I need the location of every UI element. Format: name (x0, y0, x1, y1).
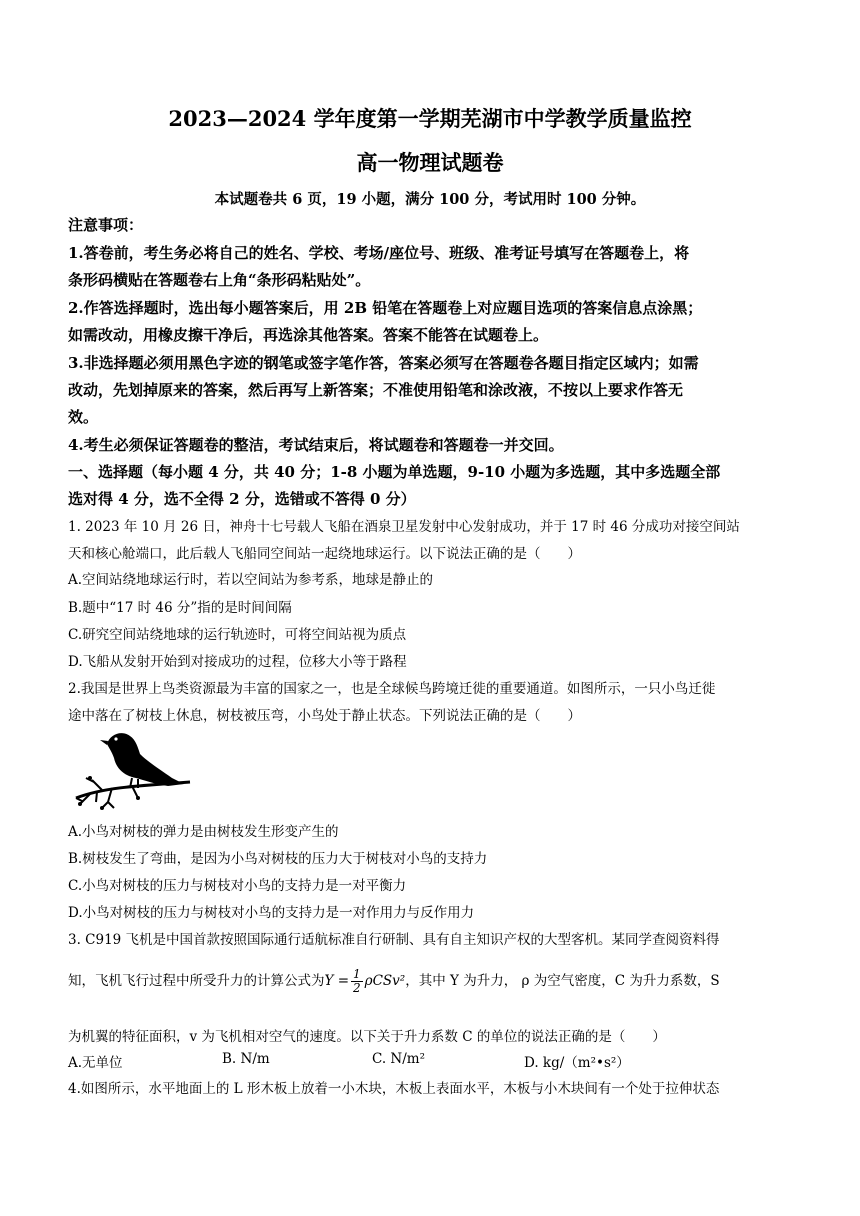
q2-stem-line2: 途中落在了树枝上休息，树枝被压弯，小鸟处于静止状态。下列说法正确的是（ ） (68, 708, 581, 724)
note-1a: 1.答卷前，考生务必将自己的姓名、学校、考场/座位号、班级、准考证号填写在答题卷上，将 (68, 244, 690, 262)
note-3c: 效。 (68, 408, 99, 426)
section1-heading-line2: 选对得 4 分，选不全得 2 分，选错或不答得 0 分） (68, 490, 416, 508)
note-1b: 条形码横贴在答题卷右上角“条形码粘贴处”。 (68, 271, 371, 289)
formula-fraction (351, 968, 363, 995)
note-3a: 3.非选择题必须用黑色字迹的钢笔或签字笔作答，答案必须写在答题卷各题目指定区域内；如需 (68, 354, 699, 372)
q1-option-d: D.飞船从发射开始到对接成功的过程，位移大小等于路程 (68, 654, 407, 670)
q3-stem-line2-post: ，其中 Y 为升力， ρ 为空气密度，C 为升力系数，S (405, 973, 720, 989)
note-2a: 2.作答选择题时，选出每小题答案后，用 2B 铅笔在答题卷上对应题目选项的答案信息点涂黑； (68, 299, 703, 317)
note-2b: 如需改动，用橡皮擦干净后，再选涂其他答案。答案不能答在试题卷上。 (68, 326, 549, 344)
formula-lhs: Y = (324, 973, 350, 989)
exam-info: 本试题卷共 6 页，19 小题，满分 100 分，考试用时 100 分钟。 (214, 191, 646, 208)
q3-option-b: B. N/m (222, 1051, 270, 1067)
q2-stem-line1: 2.我国是世界上鸟类资源最为丰富的国家之一，也是全球候鸟跨境迁徙的重要通道。如图所示，一只小鸟迁徙 (68, 681, 716, 697)
q4-stem-line1: 4.如图所示，水平地面上的 L 形木板上放着一小木块，木板上表面水平，木板与小木块间有一个处于拉伸状态 (68, 1081, 720, 1097)
exam-subtitle: 高一物理试题卷 (356, 150, 504, 175)
note-3b: 改动，先划掉原来的答案，然后再写上新答案；不准使用铅笔和涂改液，不按以上要求作答无 (68, 381, 684, 399)
formula-rhs: ρCSv² (364, 973, 406, 989)
q3-stem-line2 (68, 966, 720, 996)
q3-option-c: C. N/m² (372, 1051, 426, 1067)
q2-option-d: D.小鸟对树枝的压力与树枝对小鸟的支持力是一对作用力与反作用力 (68, 905, 475, 921)
q1-option-b: B.题中“17 时 46 分”指的是时间间隔 (68, 600, 292, 616)
q1-option-c: C.研究空间站绕地球的运行轨迹时，可将空间站视为质点 (68, 627, 407, 643)
q2-option-b: B.树枝发生了弯曲，是因为小鸟对树枝的压力大于树枝对小鸟的支持力 (68, 851, 488, 867)
fraction-numerator: 1 (353, 967, 361, 981)
note-4: 4.考生必须保证答题卷的整洁，考试结束后，将试题卷和答题卷一并交回。 (68, 436, 564, 454)
notes-heading: 注意事项： (68, 216, 144, 234)
section1-heading-line1: 一、选择题（每小题 4 分，共 40 分；1-8 小题为单选题，9-10 小题为多选题，其中多选题全部 (68, 463, 721, 481)
lift-formula (324, 967, 406, 995)
q2-option-c: C.小鸟对树枝的压力与树枝对小鸟的支持力是一对平衡力 (68, 878, 407, 894)
q3-option-d: D. kg/（m²•s²） (524, 1055, 630, 1071)
q3-stem-line1: 3. C919 飞机是中国首款按照国际通行适航标准自行研制、具有自主知识产权的大型客机。某同学查阅资料得 (68, 932, 720, 948)
fraction-denominator: 2 (353, 981, 361, 995)
exam-title: 2023—2024 学年度第一学期芜湖市中学教学质量监控 (168, 106, 692, 131)
q1-stem-line1: 1. 2023 年 10 月 26 日，神舟十七号载人飞船在酒泉卫星发射中心发射成功，并于 17 时 46 分成功对接空间站 (68, 519, 740, 535)
bird-on-branch-image (72, 728, 192, 810)
q3-option-a: A.无单位 (68, 1055, 123, 1071)
q1-stem-line2: 天和核心舱端口，此后载人飞船同空间站一起绕地球运行。以下说法正确的是（ ） (68, 546, 581, 562)
q3-stem-line3: 为机翼的特征面积，v 为飞机相对空气的速度。以下关于升力系数 C 的单位的说法正确的是（ ） (68, 1029, 666, 1045)
q3-stem-line2-pre: 知，飞机飞行过程中所受升力的计算公式为 (68, 973, 325, 989)
q1-option-a: A.空间站绕地球运行时，若以空间站为参考系，地球是静止的 (68, 572, 434, 588)
q2-option-a: A.小鸟对树枝的弹力是由树枝发生形变产生的 (68, 824, 339, 840)
